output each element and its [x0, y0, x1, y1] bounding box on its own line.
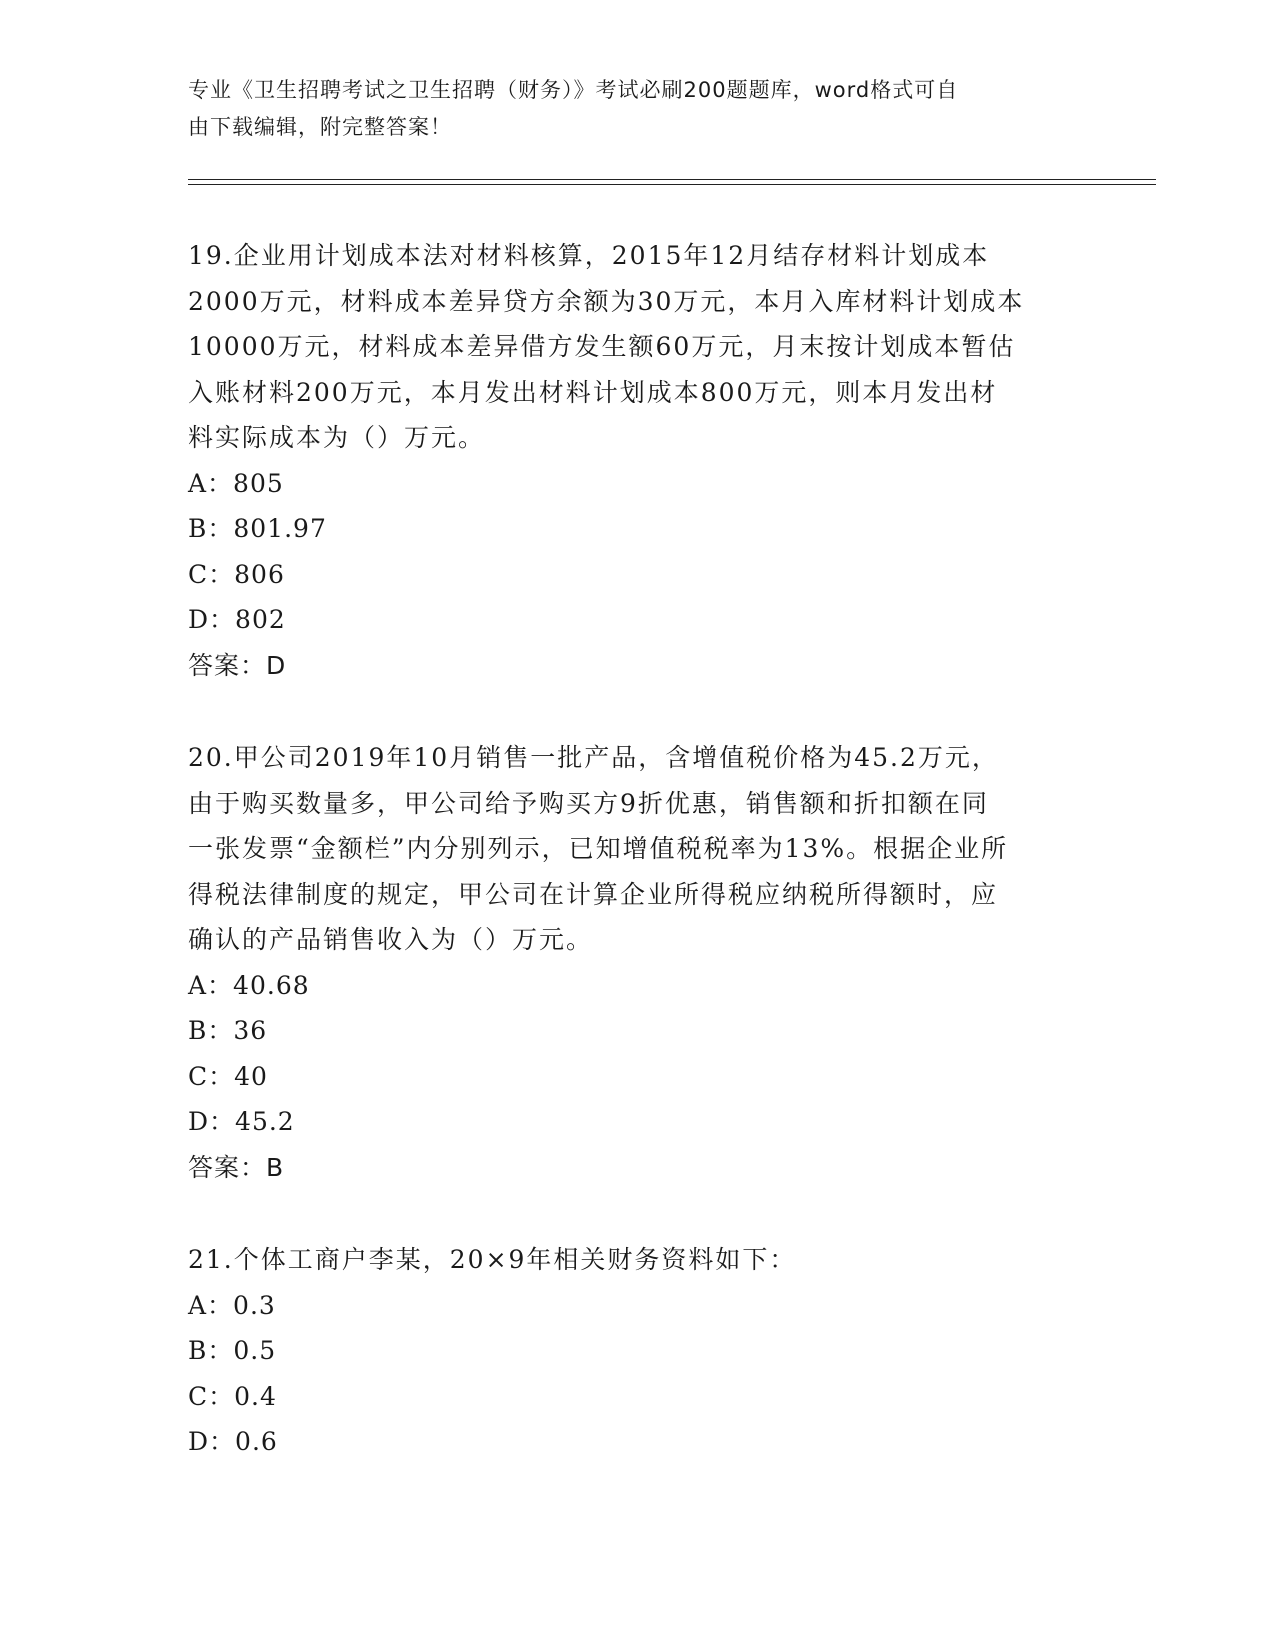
- question-stem-line: 19.企业用计划成本法对材料核算，2015年12月结存材料计划成本: [188, 241, 990, 270]
- header-divider-bottom: [188, 184, 1156, 185]
- question-stem-line: 21.个体工商户李某，20×9年相关财务资料如下：: [188, 1245, 797, 1274]
- header-line-2: 由下载编辑，附完整答案！: [188, 115, 452, 139]
- option-d: D：0.6: [188, 1427, 278, 1456]
- option-b: B：801.97: [188, 514, 327, 543]
- question-21: [188, 1237, 1088, 1465]
- option-b: B：0.5: [188, 1336, 277, 1365]
- question-stem-line: 得税法律制度的规定，甲公司在计算企业所得税应纳税所得额时，应: [188, 879, 999, 909]
- option-c: C：0.4: [188, 1381, 277, 1411]
- question-stem-line: 10000万元，材料成本差异借方发生额60万元，月末按计划成本暂估: [188, 332, 1016, 361]
- question-stem-line: 确认的产品销售收入为（）万元。: [188, 925, 594, 954]
- question-stem-line: 2000万元，材料成本差异贷方余额为30万元，本月入库材料计划成本: [188, 286, 1025, 316]
- option-b: B：36: [188, 1016, 268, 1045]
- option-a: A：0.3: [188, 1290, 276, 1320]
- question-stem-line: 入账材料200万元，本月发出材料计划成本800万元，则本月发出材: [188, 377, 998, 407]
- question-stem-line: 由于购买数量多，甲公司给予购买方9折优惠，销售额和折扣额在同: [188, 788, 989, 818]
- question-19: [188, 233, 1088, 688]
- question-stem-line: 20.甲公司2019年10月销售一批产品，含增值税价格为45.2万元，: [188, 743, 999, 772]
- header-line-1: 专业《卫生招聘考试之卫生招聘（财务）》考试必刷200题题库，word格式可自: [188, 78, 959, 102]
- option-d: D：45.2: [188, 1107, 295, 1136]
- option-a: A：805: [188, 468, 284, 498]
- question-stem-line: 料实际成本为（）万元。: [188, 423, 486, 452]
- document-header: [188, 72, 1088, 146]
- header-divider-top: [188, 179, 1156, 180]
- option-c: C：40: [188, 1061, 268, 1091]
- answer-label: 答案：D: [188, 650, 287, 680]
- option-a: A：40.68: [188, 970, 310, 1000]
- question-20: [188, 735, 1088, 1190]
- option-c: C：806: [188, 559, 285, 589]
- option-d: D：802: [188, 605, 286, 634]
- question-stem-line: 一张发票“金额栏”内分别列示，已知增值税税率为13%。根据企业所: [188, 834, 1009, 863]
- answer-label: 答案：B: [188, 1152, 285, 1182]
